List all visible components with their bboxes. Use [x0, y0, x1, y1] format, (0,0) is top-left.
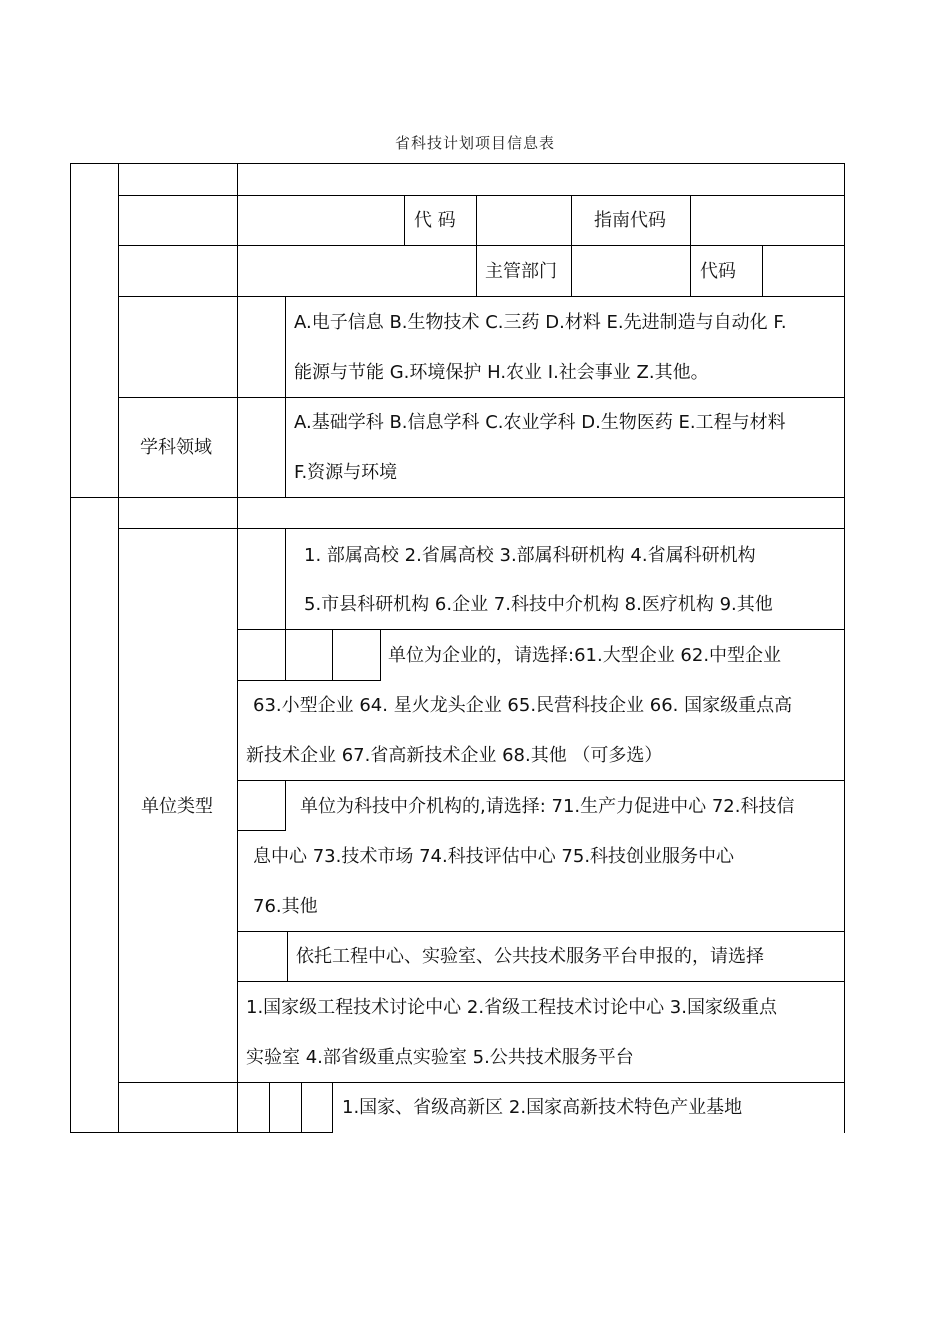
zone-box-div-1: [269, 1082, 270, 1133]
row-sep-1: [118, 195, 845, 196]
zone-box-div-3: [332, 1082, 333, 1133]
table-border-right: [844, 163, 845, 1133]
platform-options-line-1: 依托工程中心、实验室、公共技术服务平台申报的，请选择: [296, 946, 764, 967]
unit-type-label: 单位类型: [141, 796, 213, 817]
row-sep-10: [118, 1082, 845, 1083]
enterprise-box-div-2: [332, 629, 333, 681]
row2-div-c: [571, 195, 572, 246]
enterprise-box-div-3: [380, 629, 381, 681]
table-border-bottom: [70, 1132, 333, 1133]
intermediary-box-bottom: [237, 830, 286, 831]
unit-type-options-line-2: 5.市县科研机构 6.企业 7.科技中介机构 8.医疗机构 9.其他: [304, 594, 773, 615]
row3-div-a: [476, 245, 477, 297]
platform-options-line-2: 1.国家级工程技术讨论中心 2.省级工程技术讨论中心 3.国家级重点: [246, 997, 777, 1018]
row-sep-7: [237, 780, 845, 781]
intermediary-options-line-1: 单位为科技中介机构的,请选择: 71.生产力促进中心 72.科技信: [300, 796, 795, 817]
row-sep-9: [237, 981, 845, 982]
industry-options-line-2: 能源与节能 G.环境保护 H.农业 I.社会事业 Z.其他。: [294, 362, 709, 383]
industry-box-divider: [285, 296, 286, 498]
intermediary-options-line-3: 76.其他: [253, 896, 318, 917]
zone-box-div-2: [301, 1082, 302, 1133]
enterprise-options-line-2: 63.小型企业 64. 星火龙头企业 65.民营科技企业 66. 国家级重点高: [253, 695, 793, 716]
row-sep-5: [118, 528, 845, 529]
zone-options-line-1: 1.国家、省级高新区 2.国家高新技术特色产业基地: [342, 1097, 743, 1118]
intermediary-options-line-2: 息中心 73.技术市场 74.科技评估中心 75.科技创业服务中心: [253, 846, 735, 867]
enterprise-options-line-1: 单位为企业的，请选择:61.大型企业 62.中型企业: [388, 645, 782, 666]
col-divider-2: [237, 163, 238, 1133]
table-border-top: [70, 163, 845, 164]
row2-div-b: [476, 195, 477, 246]
platform-options-line-3: 实验室 4.部省级重点实验室 5.公共技术服务平台: [246, 1047, 634, 1068]
row2-div-d: [690, 195, 691, 246]
table-border-left: [70, 163, 71, 1133]
row-sep-section: [70, 497, 845, 498]
discipline-label: 学科领域: [140, 437, 212, 458]
row-sep-6: [237, 629, 845, 630]
row-sep-2: [118, 245, 845, 246]
enterprise-options-line-3: 新技术企业 67.省高新技术企业 68.其他 （可多选）: [246, 745, 663, 766]
intermediary-box-div: [285, 780, 286, 831]
row3-div-d: [762, 245, 763, 297]
row2-div-a: [404, 195, 405, 246]
enterprise-box-div-1: [285, 629, 286, 681]
supervising-dept-label: 主管部门: [485, 261, 557, 282]
unit-type-box-divider: [285, 528, 286, 630]
enterprise-box-bottom: [237, 680, 381, 681]
row3-div-c: [690, 245, 691, 297]
discipline-options-line-2: F.资源与环境: [294, 462, 398, 483]
document-title: 省科技计划项目信息表: [394, 134, 555, 152]
dept-code-label: 代码: [700, 261, 736, 282]
row-sep-4: [118, 397, 845, 398]
industry-options-line-1: A.电子信息 B.生物技术 C.三药 D.材料 E.先进制造与自动化 F.: [294, 312, 787, 333]
unit-type-options-line-1: 1. 部属高校 2.省属高校 3.部属科研机构 4.省属科研机构: [304, 545, 756, 566]
guide-code-label: 指南代码: [594, 210, 666, 231]
row3-div-b: [571, 245, 572, 297]
platform-box-div: [287, 931, 288, 982]
row-sep-3: [118, 296, 845, 297]
discipline-options-line-1: A.基础学科 B.信息学科 C.农业学科 D.生物医药 E.工程与材料: [294, 412, 786, 433]
row-sep-8: [237, 931, 845, 932]
code-label: 代 码: [414, 210, 456, 231]
col-divider-1: [118, 163, 119, 1133]
